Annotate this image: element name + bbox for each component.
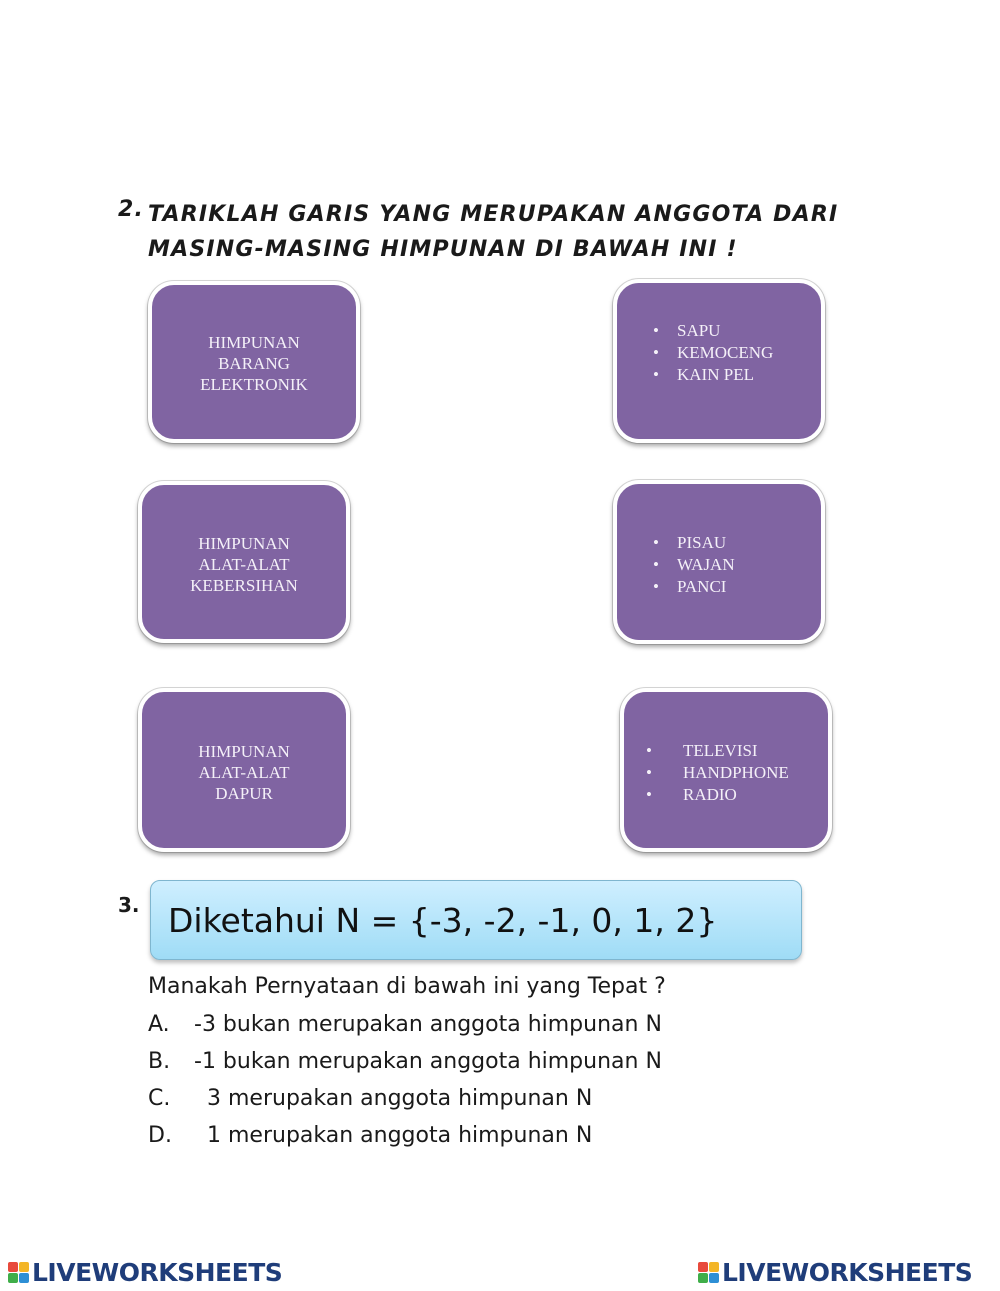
liveworksheets-logo-icon — [698, 1262, 719, 1283]
list-item: • WAJAN — [653, 554, 821, 576]
list-item: • PANCI — [653, 576, 821, 598]
option-a[interactable] — [148, 1010, 662, 1047]
member-list — [653, 532, 821, 598]
set-label-line: HIMPUNAN — [198, 742, 290, 761]
set-label-line: HIMPUNAN — [198, 534, 290, 553]
list-item: • RADIO — [646, 784, 828, 806]
list-item: • HANDPHONE — [646, 762, 828, 784]
option-d[interactable] — [148, 1121, 662, 1158]
set-box-elektronik[interactable] — [148, 281, 360, 443]
option-letter: C. — [148, 1086, 171, 1111]
brand-logo-right — [698, 1258, 972, 1287]
option-letter: A. — [148, 1012, 170, 1037]
q2-number: 2. — [118, 197, 145, 222]
list-item: • KEMOCENG — [653, 342, 821, 364]
option-text: 3 merupakan anggota himpunan N — [200, 1086, 593, 1111]
member-box-electronics[interactable] — [620, 688, 832, 852]
option-letter: B. — [148, 1049, 171, 1074]
q3-question: Manakah Pernyataan di bawah ini yang Tepat ? — [148, 974, 666, 999]
member-list — [646, 740, 828, 806]
list-item: • TELEVISI — [646, 740, 828, 762]
q3-number: 3. — [118, 893, 140, 917]
q2-instruction: TARIKLAH GARIS YANG MERUPAKAN ANGGOTA DARI MASING-MASING HIMPUNAN DI BAWAH INI ! — [148, 202, 839, 262]
brand-text: LIVEWORKSHEETS — [32, 1258, 283, 1287]
liveworksheets-logo-icon — [8, 1262, 29, 1283]
set-label-line: DAPUR — [215, 784, 273, 803]
set-label-line: BARANG — [218, 354, 290, 373]
set-label-line: KEBERSIHAN — [190, 576, 298, 595]
option-c[interactable] — [148, 1084, 662, 1121]
brand-logo-left — [8, 1258, 282, 1287]
set-box-kebersihan[interactable] — [138, 481, 350, 643]
set-label-line: ALAT-ALAT — [198, 555, 290, 574]
list-item: • PISAU — [653, 532, 821, 554]
option-text: 1 merupakan anggota himpunan N — [200, 1123, 593, 1148]
option-text: -3 bukan merupakan anggota himpunan N — [194, 1012, 662, 1037]
list-item: • KAIN PEL — [653, 364, 821, 386]
answer-options — [148, 1010, 662, 1158]
member-box-cleaning[interactable] — [613, 279, 825, 443]
list-item: • SAPU — [653, 320, 821, 342]
option-text: -1 bukan merupakan anggota himpunan N — [194, 1049, 662, 1074]
option-letter: D. — [148, 1123, 172, 1148]
set-label-line: ELEKTRONIK — [200, 375, 308, 394]
member-list — [653, 320, 821, 386]
given-set-box: Diketahui N = {-3, -2, -1, 0, 1, 2} — [150, 880, 802, 960]
set-label-line: ALAT-ALAT — [198, 763, 290, 782]
member-box-kitchen[interactable] — [613, 480, 825, 644]
brand-text: LIVEWORKSHEETS — [722, 1258, 973, 1287]
set-box-dapur[interactable] — [138, 688, 350, 852]
set-label-line: HIMPUNAN — [208, 333, 300, 352]
option-b[interactable] — [148, 1047, 662, 1084]
